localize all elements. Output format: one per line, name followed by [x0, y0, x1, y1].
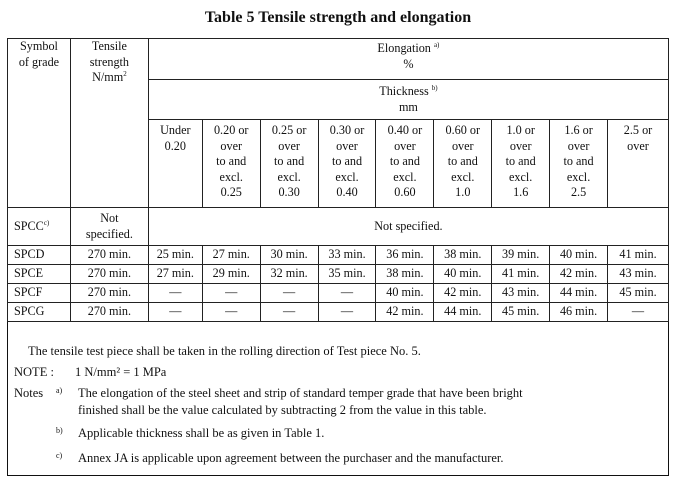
not-specified-cell: Not specified.: [148, 208, 668, 246]
symbol-header: Symbol of grade: [8, 39, 71, 208]
table-row: SPCF 270 min. — — — — 40 min. 42 min. 43 min. 44 min. 45 min.: [8, 284, 669, 303]
tensile-header: Tensile strength $N/mm^2$: [70, 39, 148, 208]
test-piece-note: The tensile test piece shall be taken in the rolling direction of Test piece No. 5.: [28, 344, 421, 358]
range-header: 1.0 or over to and excl. 1.6: [492, 120, 550, 208]
table-row: [8, 208, 669, 246]
elongation-header: Elongation $^{a)}$ %: [148, 39, 668, 80]
note-line: NOTE : 1 N/mm² = 1 MPa: [14, 365, 167, 379]
table-row: SPCG 270 min. — — — — 42 min. 44 min. 45 min. 46 min. —: [8, 303, 669, 322]
tensile-cell: Not specified.: [70, 208, 148, 246]
table-row: SPCD 270 min. 25 min. 27 min. 30 min. 33 min. 36 min. 38 min. 39 min. 40 min. 41 min.: [8, 246, 669, 265]
range-header: 0.30 or over to and excl. 0.40: [318, 120, 376, 208]
table-row: SPCE 270 min. 27 min. 29 min. 32 min. 35 min. 38 min. 40 min. 41 min. 42 min. 43 min.: [8, 265, 669, 284]
range-header: 0.25 or over to and excl. 0.30: [260, 120, 318, 208]
grade-cell: SPCC$^{c)}$: [8, 208, 71, 246]
thickness-header: Thickness $^{b)}$ mm: [148, 80, 668, 120]
range-header: 2.5 or over: [608, 120, 669, 208]
tensile-table: [7, 38, 669, 322]
range-header: 0.60 or over to and excl. 1.0: [434, 120, 492, 208]
range-header: 0.40 or over to and excl. 0.60: [376, 120, 434, 208]
range-header: 0.20 or over to and excl. 0.25: [202, 120, 260, 208]
table-title: Table 5 Tensile strength and elongation: [204, 9, 472, 26]
range-header: 1.6 or over to and excl. 2.5: [550, 120, 608, 208]
notes-a: Notes a) The elongation of the steel sheet and strip of standard temper grade that have been bright: [14, 386, 523, 400]
range-header: Under 0.20: [148, 120, 202, 208]
